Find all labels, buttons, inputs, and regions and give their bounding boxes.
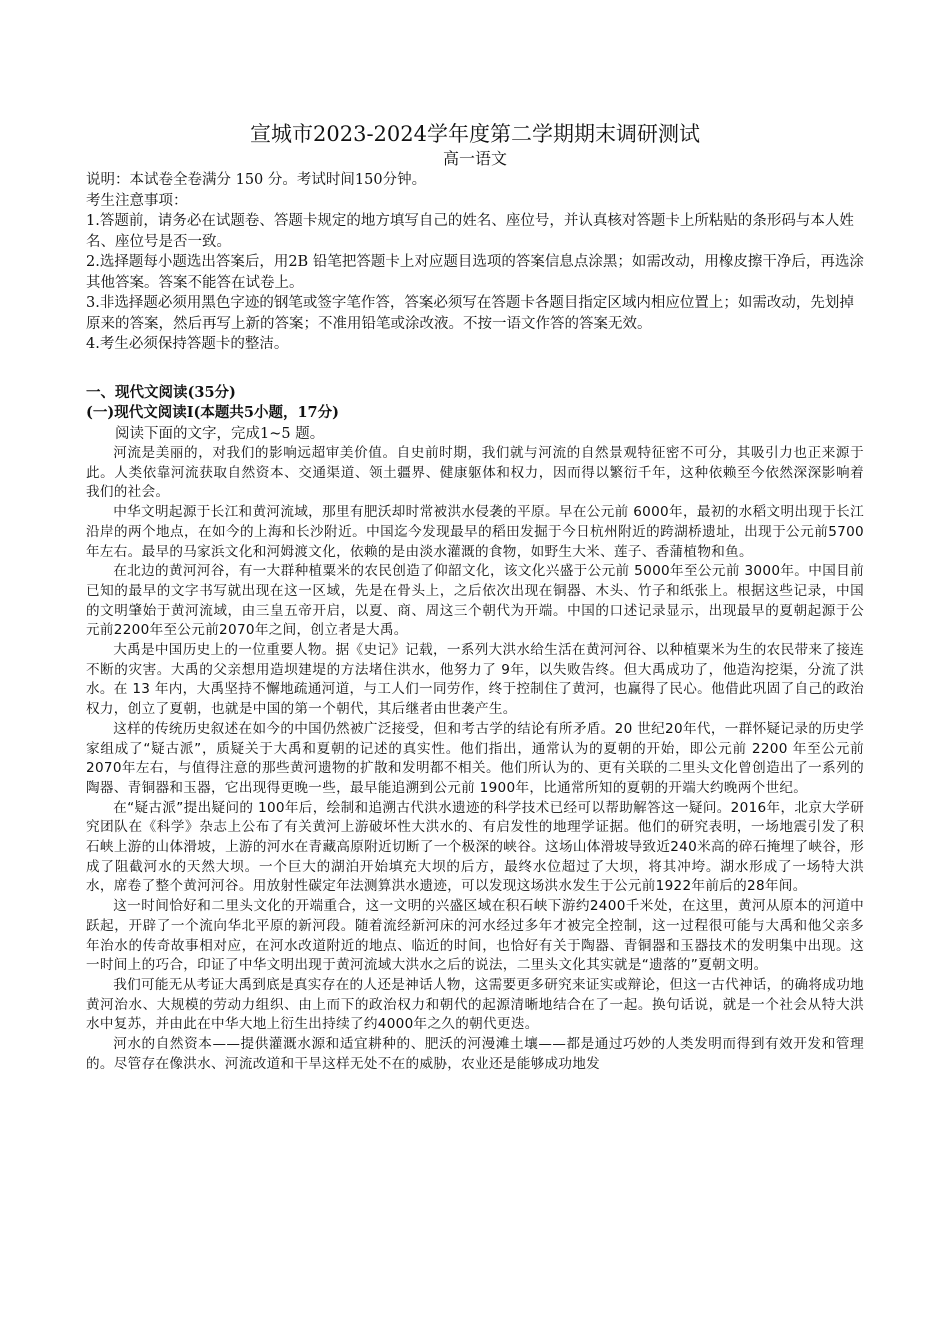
exam-intro: 说明：本试卷全卷满分 150 分。考试时间150分钟。 (86, 172, 427, 188)
passage-paragraph: 中华文明起源于长江和黄河流域，那里有肥沃却时常被洪水侵袭的平原。早在公元前 6000年，最初的水稻文明出现于长江沿岸的两个地点，在如今的上海和长沙附近。中国迄今发现最早的稻田发掘于今日杭州附近的跨湖桥遗址，出现于公元前5700年左右。最早的马家浜文化和河姆渡文化，依赖的是由淡水灌溉的食物，如野生大米、莲子、香蒲植物和鱼。 (86, 504, 864, 560)
passage-paragraph: 这样的传统历史叙述在如今的中国仍然被广泛接受，但和考古学的结论有所矛盾。20 世纪20年代，一群怀疑记录的历史学家组成了“疑古派”，质疑关于大禹和夏朝的记述的真实性。他们指出，通常认为的夏朝的开始，即公元前 2200 年至公元前 2070年左右，与值得注意的那些黄河遗物的扩散和发明都不相关。他们所认为的、更有关联的二里头文化曾创造出了一系列的陶器、青铜器和玉器，它出现得更晚一些，最早能追溯到公元前 1900年，比通常所知的夏朝的开端大约晚两个世纪。 (86, 720, 864, 796)
exam-title: 宣城市2023-2024学年度第二学期期末调研测试 (250, 122, 700, 146)
section-gap (86, 355, 864, 383)
passage-paragraph: 这一时间恰好和二里头文化的开端重合，这一文明的兴盛区域在积石峡下游约2400千米处，在这里，黄河从原本的河道中跃起，开辟了一个流向华北平原的新河段。随着流经新河床的河水经过多年才被完全控制，这一过程很可能与大禹和他父亲多年治水的传奇故事相对应，在河水改道附近的地点、临近的时间，也恰好有关于陶器、青铜器和玉器技术的发明集中出现。这一时间上的巧合，印证了中华文明出现于黄河流域大洪水之后的说法，二里头文化其实就是“遗落的”夏朝文明。 (86, 898, 864, 974)
reading-instruction: 阅读下面的文字，完成1~5 题。 (115, 425, 325, 442)
passage-paragraph: 在北边的黄河河谷，有一大群种植粟米的农民创造了仰韶文化，该文化兴盛于公元前 5000年至公元前 3000年。中国目前已知的最早的文字书写就出现在这一区域，先是在骨头上，之后依次出现在铜器、木头、竹子和纸张上。根据这些记录，中国的文明肇始于黄河流域，由三皇五帝开启，以夏、商、周这三个朝代为开端。中国的口述记录显示，出现最早的夏朝起源于公元前2200年至公元前2070年之间，创立者是大禹。 (86, 563, 864, 639)
exam-subject: 高一语文 (442, 149, 507, 168)
note-item-3: 3.非选择题必须用黑色字迹的钢笔或签字笔作答，答案必须写在答题卡各题目指定区域内相应位置上；如需改动，先划掉原来的答案，然后再写上新的答案；不准用铅笔或涂改液。不按一语文作答的答案无效。 (86, 295, 854, 332)
note-item-2: 2.选择题每小题选出答案后，用2B 铅笔把答题卡上对应题目选项的答案信息点涂黑；如需改动，用橡皮擦干净后，再选涂其他答案。答案不能答在试卷上。 (86, 254, 864, 291)
section-heading: 一、现代文阅读(35分) (86, 383, 236, 401)
passage-paragraph: 河流是美丽的，对我们的影响远超审美价值。自史前时期，我们就与河流的自然景观特征密不可分，其吸引力也正来源于此。人类依靠河流获取自然资本、交通渠道、领土疆界、健康躯体和权力，因而得以繁衍千年，这种依赖至今依然深深影响着我们的社会。 (86, 445, 864, 501)
passage-paragraph: 大禹是中国历史上的一位重要人物。据《史记》记载，一系列大洪水给生活在黄河河谷、以种植粟米为生的农民带来了接连不断的灾害。大禹的父亲想用造坝建堤的方法堵住洪水，他努力了 9年，以失败告终。但大禹成功了，他造沟挖渠，分流了洪水。在 13 年内，大禹坚持不懈地疏通河道，与工人们一同劳作，终于控制住了黄河，也赢得了民心。他借此巩固了自己的政治权力，创立了夏朝，也就是中国的第一个朝代，其后继者由世袭产生。 (86, 642, 864, 718)
passage-paragraph: 在“疑古派”提出疑问的 100年后，绘制和追溯古代洪水遗迹的科学技术已经可以帮助解答这一疑问。2016年，北京大学研究团队在《科学》杂志上公布了有关黄河上游破坏性大洪水的、有启发性的地理学证据。他们的研究表明，一场地震引发了积石峡上游的山体滑坡，上游的河水在青藏高原附近切断了一个极深的峡谷。这场山体滑坡导致近240米高的碎石掩埋了峡谷，形成了阻截河水的天然大坝。一个巨大的湖泊开始填充大坝的后方，最终水位超过了大坝，将其冲垮。湖水形成了一场特大洪水，席卷了整个黄河河谷。用放射性碳定年法测算洪水遗迹，可以发现这场洪水发生于公元前1922年前后的28年间。 (86, 799, 864, 895)
passage-paragraph: 河水的自然资本——提供灌溉水源和适宜耕种的、肥沃的河漫滩土壤——都是通过巧妙的人类发明而得到有效开发和管理的。尽管存在像洪水、河流改道和干旱这样无处不在的威胁，农业还是能够成功地发 (86, 1036, 864, 1072)
notes-heading: 考生注意事项： (86, 192, 188, 209)
subsection-heading: (一)现代文阅读I(本题共5小题，17分) (86, 404, 339, 421)
note-item-1: 1.答题前，请务必在试题卷、答题卡规定的地方填写自己的姓名、座位号，并认真核对答题卡上所粘贴的条形码与本人姓名、座位号是否一致。 (86, 213, 854, 250)
note-item-4: 4.考生必须保持答题卡的整洁。 (86, 336, 289, 352)
passage-paragraph: 我们可能无从考证大禹到底是真实存在的人还是神话人物，这需要更多研究来证实或辩论，但这一古代神话，的确将成功地黄河治水、大规模的劳动力组织、由上而下的政治权力和朝代的起源清晰地结合在了一起。换句话说，就是一个社会从特大洪水中复苏，并由此在中华大地上衍生出持续了约4000年之久的朝代更迭。 (86, 976, 864, 1033)
